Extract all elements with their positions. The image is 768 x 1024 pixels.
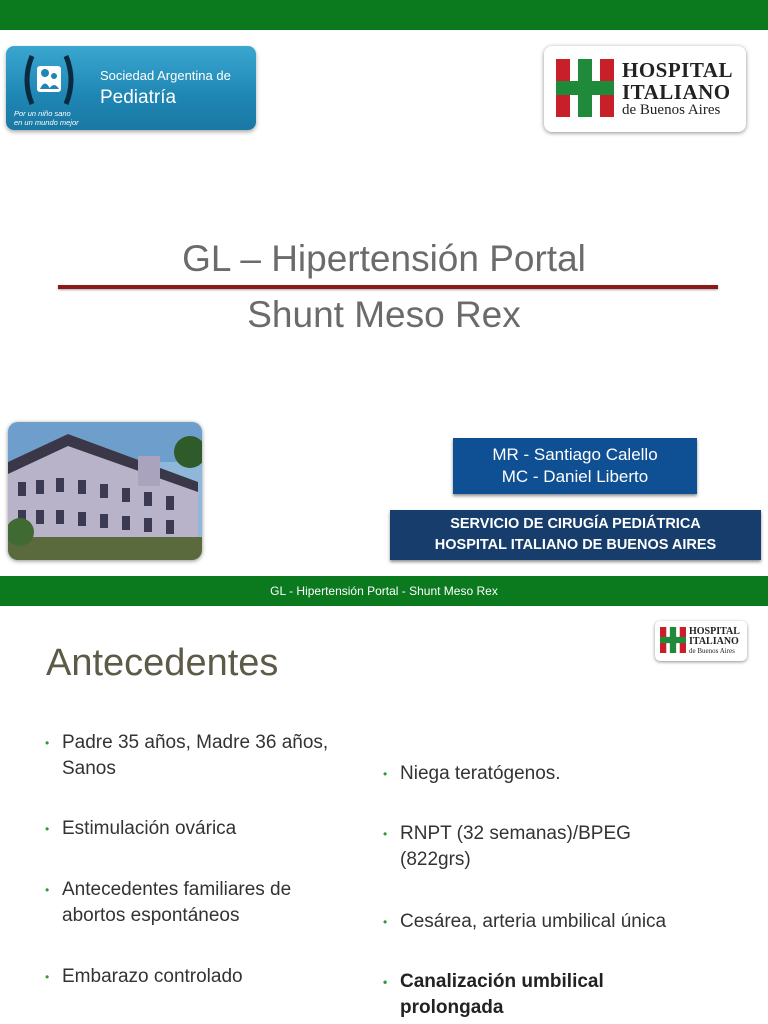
bullet-right-2 [383, 821, 690, 873]
bullet-left-1 [45, 730, 372, 782]
service-line-1: SERVICIO DE CIRUGÍA PEDIÁTRICA [450, 516, 701, 532]
sap-logo [6, 46, 256, 130]
footer-bar: GL - Hipertensión Portal - Shunt Meso Rex [0, 576, 768, 606]
hospital-logo-line2: ITALIANO [622, 80, 731, 104]
title-divider [58, 285, 718, 289]
bullet-dot-icon: • [383, 975, 388, 989]
bullet-right-3 [383, 909, 730, 935]
bullet-right-4 [383, 969, 660, 1021]
hospital-logo-line3: de Buenos Aires [622, 102, 721, 118]
sap-name-line2: Pediatría [100, 87, 177, 108]
hospital-building-photo [8, 422, 202, 560]
hospital-cross-icon [556, 59, 614, 117]
hospital-logo-small-line3: de Buenos Aires [689, 647, 735, 655]
bullet-text: Antecedentes familiares de abortos espontáneos [62, 879, 292, 926]
bullet-text: RNPT (32 semanas)/BPEG (822grs) [400, 823, 631, 870]
hospital-logo-line1: HOSPITAL [622, 58, 733, 82]
service-line-2: HOSPITAL ITALIANO DE BUENOS AIRES [434, 537, 717, 553]
hospital-logo-small-line2: ITALIANO [689, 636, 739, 647]
sap-emblem-icon [20, 52, 78, 108]
bullet-left-3 [45, 877, 337, 929]
slide-subtitle: Shunt Meso Rex [247, 294, 521, 335]
sap-name-line1: Sociedad Argentina de [100, 68, 231, 83]
author-1: MR - Santiago Calello [492, 445, 658, 464]
bullet-text: Cesárea, arteria umbilical única [400, 911, 667, 932]
bullet-text: Embarazo controlado [62, 966, 243, 987]
bullet-dot-icon: • [383, 915, 388, 929]
bullet-left-4 [45, 964, 372, 990]
sap-tagline-2: en un mundo mejor [14, 118, 79, 127]
hospital-italiano-logo-small [655, 621, 747, 661]
hospital-cross-icon-small [660, 627, 686, 653]
bullet-text: Niega teratógenos. [400, 763, 561, 784]
bullet-dot-icon: • [383, 827, 388, 841]
hospital-logo-small-line1: HOSPITAL [689, 626, 740, 637]
bullet-text: Padre 35 años, Madre 36 años, Sanos [62, 732, 329, 779]
sap-tagline-1: Por un niño sano [14, 109, 71, 118]
bullet-left-2 [45, 816, 372, 842]
top-green-bar [0, 0, 768, 30]
bullet-text: Estimulación ovárica [62, 818, 237, 839]
hospital-italiano-logo [544, 46, 746, 132]
bullet-dot-icon: • [45, 883, 50, 897]
authors-box [453, 438, 697, 494]
bullet-dot-icon: • [45, 736, 50, 750]
bullet-dot-icon: • [45, 822, 50, 836]
author-2: MC - Daniel Liberto [501, 467, 649, 486]
bullet-right-1 [383, 761, 730, 787]
bullet-dot-icon: • [383, 767, 388, 781]
section-title: Antecedentes [46, 642, 279, 684]
slide-title: GL – Hipertensión Portal [182, 238, 586, 279]
service-box [390, 510, 761, 560]
bullet-dot-icon: • [45, 970, 50, 984]
bullet-text: Canalización umbilical prolongada [400, 971, 604, 1018]
